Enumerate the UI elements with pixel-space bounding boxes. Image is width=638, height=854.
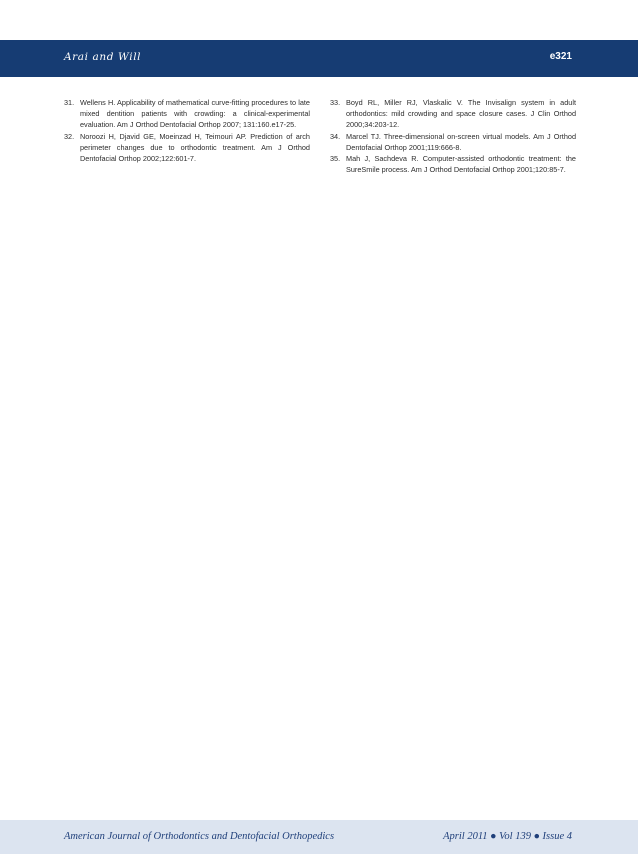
running-title: Arai and Will (64, 51, 142, 63)
references-column-right (330, 97, 576, 175)
reference-item (64, 97, 310, 131)
reference-number: 31. (64, 98, 75, 107)
reference-text: Boyd RL, Miller RJ, Vlaskalic V. The Invisalign system in adult orthodontics: mild crowding and space closure cases. J Clin Orthod 2000;34:203-12. (346, 98, 576, 130)
reference-text: Wellens H. Applicability of mathematical curve-fitting procedures to late mixed dentition patients with crowding: a clinical-experimental evaluation. Am J Orthod Dentofacial Orthop 2007; 131:160.e17-25. (80, 98, 310, 130)
reference-item (330, 97, 576, 131)
reference-number: 35. (330, 154, 341, 164)
page-number: e321 (549, 51, 572, 62)
reference-text: Noroozi H, Djavid GE, Moeinzad H, Teimouri AP. Prediction of arch perimeter changes due to orthodontic treatment. Am J Orthod Dentofacial Orthop 2002;122:601-7. (80, 131, 310, 164)
running-footer (0, 820, 638, 854)
reference-text: Marcel TJ. Three-dimensional on-screen virtual models. Am J Orthod Dentofacial Orthop 2001;119:666-8. (346, 131, 576, 152)
reference-item (330, 153, 576, 175)
running-header (0, 40, 638, 77)
issue-info: April 2011 ● Vol 139 ● Issue 4 (443, 831, 572, 842)
journal-name: American Journal of Orthodontics and Dentofacial Orthopedics (64, 831, 335, 842)
reference-number: 34. (330, 131, 341, 141)
reference-item (330, 131, 576, 153)
reference-item (64, 131, 310, 165)
reference-text: Mah J, Sachdeva R. Computer-assisted orthodontic treatment: the SureSmile process. Am J Orthod Dentofacial Orthop 2001;120:85-7. (346, 154, 576, 175)
references-column-left (64, 97, 310, 164)
reference-number: 32. (64, 131, 75, 141)
reference-number: 33. (330, 98, 341, 107)
